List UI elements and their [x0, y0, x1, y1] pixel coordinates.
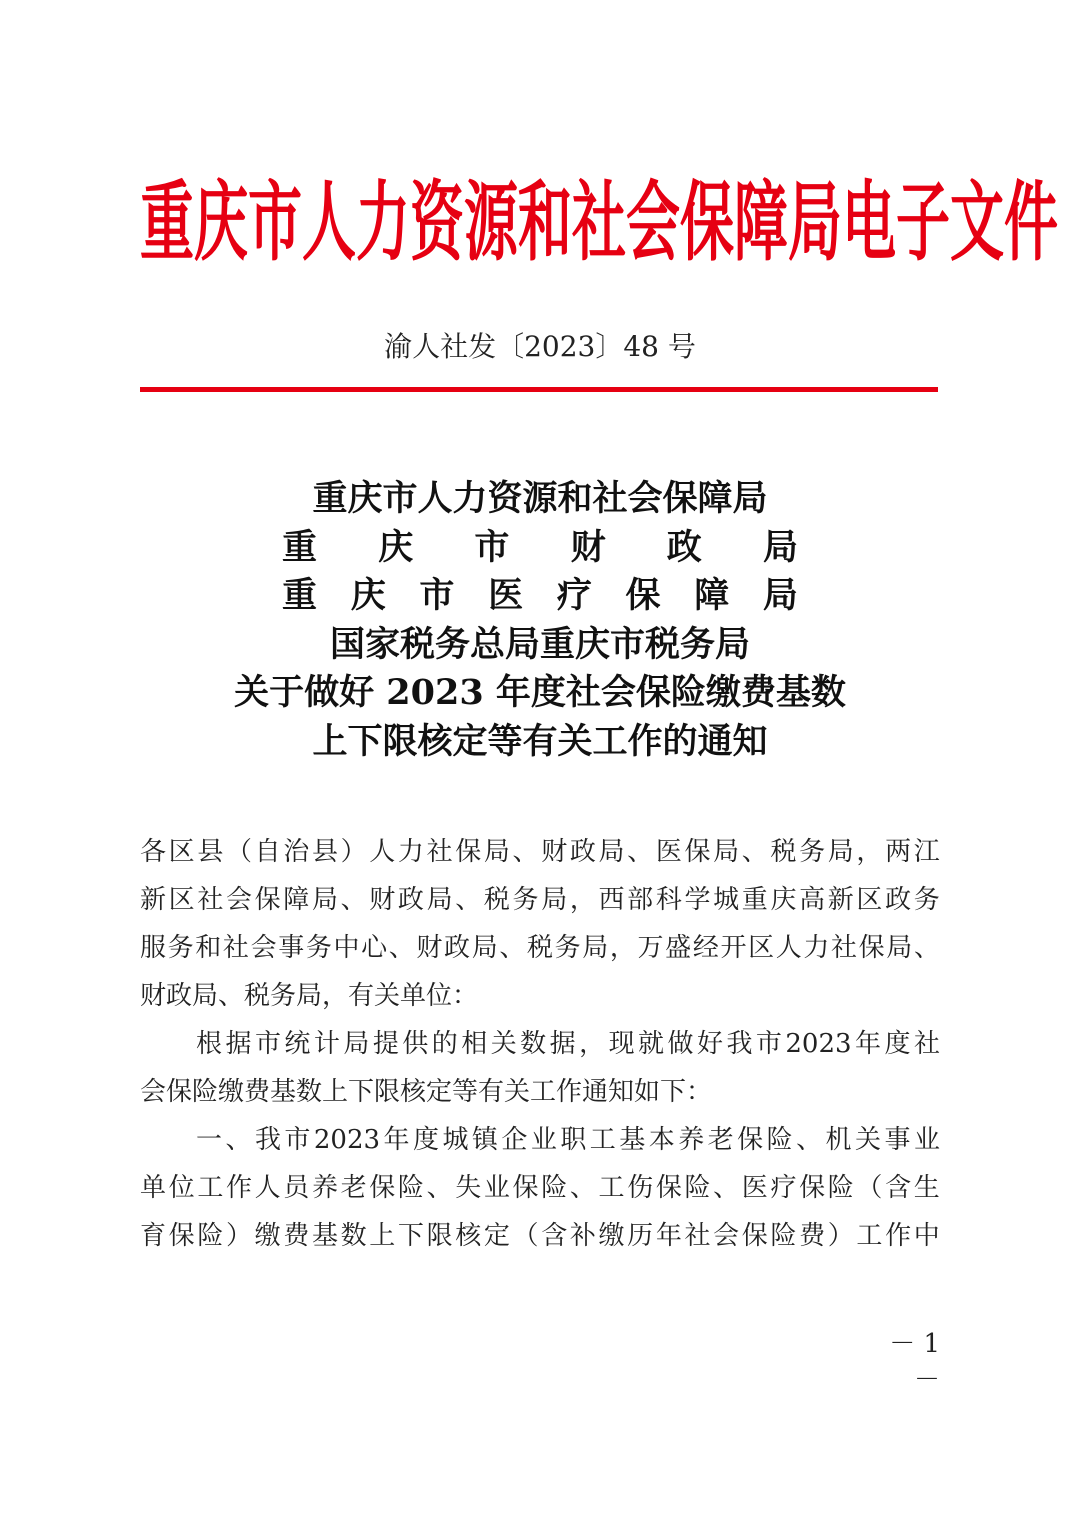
- text-glyph: 局: [598, 837, 625, 867]
- title-issuer-4: 国家税务总局重庆市税务局: [329, 623, 750, 665]
- text-glyph: 高: [799, 885, 826, 915]
- masthead-char: 子: [896, 171, 950, 273]
- text-glyph: 年: [383, 1125, 410, 1155]
- text-glyph: 保: [455, 837, 482, 867]
- text-glyph: 育: [140, 1221, 167, 1251]
- text-glyph: 障: [283, 885, 310, 915]
- text-glyph: 保: [737, 1125, 764, 1155]
- text-glyph: 年: [855, 1029, 882, 1059]
- text-glyph: 含: [885, 1173, 912, 1203]
- text-glyph: 好: [696, 1029, 723, 1059]
- text-glyph: 险: [684, 1173, 711, 1203]
- text-glyph: 社: [426, 837, 453, 867]
- text-glyph: 政: [885, 885, 912, 915]
- text-glyph: 财: [416, 933, 443, 963]
- text-glyph: 社: [913, 1029, 940, 1059]
- text-glyph: 市: [755, 1029, 782, 1059]
- text-glyph: ，: [579, 1029, 606, 1059]
- masthead-char: 资: [410, 171, 464, 273]
- text-glyph: （: [225, 837, 252, 867]
- title-char: 疗: [556, 575, 592, 616]
- title-char: 医: [488, 575, 524, 616]
- masthead-char: 力: [356, 171, 410, 273]
- masthead-char: 社: [572, 171, 626, 273]
- text-glyph: 、: [913, 933, 940, 963]
- text-glyph: 含: [541, 1221, 568, 1251]
- text-glyph: 局: [713, 837, 740, 867]
- text-glyph: 务: [554, 933, 581, 963]
- text-glyph: 人: [369, 837, 396, 867]
- text-glyph: 会: [713, 1221, 740, 1251]
- masthead-char: 文: [950, 171, 1004, 273]
- text-glyph: 局: [426, 885, 453, 915]
- text-glyph: 养: [678, 1125, 705, 1155]
- text-glyph: 心: [361, 933, 388, 963]
- red-separator-line: [140, 387, 938, 392]
- text-glyph: 保: [369, 1173, 396, 1203]
- text-glyph: 费: [283, 1221, 310, 1251]
- text-glyph: 人: [254, 1173, 281, 1203]
- text-glyph: 政: [569, 837, 596, 867]
- text-glyph: 税: [770, 837, 797, 867]
- text-glyph: 社: [222, 933, 249, 963]
- text-glyph: 疗: [770, 1173, 797, 1203]
- text-glyph: 业: [530, 1125, 557, 1155]
- item-one-line: [140, 1212, 940, 1260]
- text-glyph: 业: [483, 1173, 510, 1203]
- title-subject-line-1: 关于做好 2023 年度社会保险缴费基数: [234, 672, 846, 713]
- text-glyph: 、: [627, 837, 654, 867]
- intro-line: [140, 1020, 940, 1068]
- text-glyph: 现: [608, 1029, 635, 1059]
- masthead-char: 和: [518, 171, 572, 273]
- text-glyph: ，: [856, 837, 883, 867]
- text-glyph: 、: [340, 885, 367, 915]
- text-glyph: 数: [520, 1029, 547, 1059]
- text-glyph: 县: [311, 837, 338, 867]
- text-glyph: 度: [412, 1125, 439, 1155]
- masthead-char: 市: [248, 171, 302, 273]
- text-glyph: 部: [627, 885, 654, 915]
- text-glyph: 生: [913, 1173, 940, 1203]
- title-char: 保: [625, 575, 661, 616]
- intro-line: 会保险缴费基数上下限核定等有关工作通知如下：: [140, 1077, 713, 1107]
- text-glyph: 政: [397, 885, 424, 915]
- text-glyph: 自: [254, 837, 281, 867]
- text-glyph: 保: [799, 1173, 826, 1203]
- text-glyph: 治: [283, 837, 310, 867]
- masthead-char: 重: [140, 171, 194, 273]
- text-glyph: 核: [455, 1221, 482, 1251]
- text-glyph: 职: [560, 1125, 587, 1155]
- text-glyph: 保: [168, 1221, 195, 1251]
- text-glyph: （: [856, 1173, 883, 1203]
- text-glyph: 提: [372, 1029, 399, 1059]
- text-glyph: 财: [369, 885, 396, 915]
- text-glyph: 区: [168, 837, 195, 867]
- text-glyph: 科: [655, 885, 682, 915]
- text-glyph: 员: [283, 1173, 310, 1203]
- text-glyph: 保: [858, 933, 885, 963]
- text-glyph: 、: [796, 1125, 823, 1155]
- text-glyph: 局: [471, 933, 498, 963]
- title-char: 障: [694, 575, 730, 616]
- text-glyph: 局: [582, 933, 609, 963]
- text-glyph: 我: [254, 1125, 281, 1155]
- document-title: [140, 475, 940, 766]
- text-glyph: 医: [655, 837, 682, 867]
- text-glyph: ，: [609, 933, 636, 963]
- text-glyph: 相: [461, 1029, 488, 1059]
- title-char: 局: [762, 575, 798, 616]
- title-char: 市: [419, 575, 455, 616]
- text-glyph: 保: [512, 1173, 539, 1203]
- addressee-paragraph: [140, 828, 940, 1020]
- text-glyph: 定: [483, 1221, 510, 1251]
- text-glyph: 失: [455, 1173, 482, 1203]
- text-glyph: 险: [766, 1125, 793, 1155]
- text-glyph: 险: [397, 1173, 424, 1203]
- text-glyph: 政: [444, 933, 471, 963]
- text-glyph: 计: [313, 1029, 340, 1059]
- text-glyph: 关: [855, 1125, 882, 1155]
- text-glyph: 城: [442, 1125, 469, 1155]
- text-glyph: 上: [369, 1221, 396, 1251]
- text-glyph: 社: [197, 885, 224, 915]
- text-glyph: 务: [167, 933, 194, 963]
- text-glyph: 工: [856, 1221, 883, 1251]
- text-glyph: 局: [886, 933, 913, 963]
- text-glyph: 补: [569, 1221, 596, 1251]
- text-glyph: 2023: [785, 1029, 852, 1059]
- text-glyph: 开: [720, 933, 747, 963]
- text-glyph: 新: [140, 885, 167, 915]
- masthead-char: 源: [464, 171, 518, 273]
- text-glyph: 险: [770, 1221, 797, 1251]
- text-glyph: 养: [311, 1173, 338, 1203]
- text-glyph: 、: [388, 933, 415, 963]
- text-glyph: 力: [397, 837, 424, 867]
- text-glyph: 保: [655, 1173, 682, 1203]
- page-number: － 1 －: [889, 1329, 940, 1395]
- text-glyph: 局: [483, 837, 510, 867]
- title-issuer-3: [282, 572, 798, 621]
- item-one-line: [140, 1164, 940, 1212]
- text-glyph: 位: [168, 1173, 195, 1203]
- text-glyph: 费: [799, 1221, 826, 1251]
- text-glyph: 各: [140, 837, 167, 867]
- text-glyph: 务: [512, 885, 539, 915]
- title-char: 财: [570, 526, 606, 568]
- text-glyph: 一: [196, 1125, 223, 1155]
- text-glyph: 机: [825, 1125, 852, 1155]
- item-one-paragraph: [140, 1116, 940, 1260]
- text-glyph: 江: [913, 837, 940, 867]
- text-glyph: 医: [741, 1173, 768, 1203]
- text-glyph: 据: [549, 1029, 576, 1059]
- title-subject-line-2: 上下限核定等有关工作的通知: [312, 720, 768, 762]
- document-number: 渝人社发〔2023〕48 号: [384, 330, 696, 363]
- text-glyph: 据: [225, 1029, 252, 1059]
- text-glyph: 和: [195, 933, 222, 963]
- addressee-line: 财政局、税务局，有关单位：: [140, 981, 479, 1011]
- text-glyph: 基: [619, 1125, 646, 1155]
- text-glyph: 事: [884, 1125, 911, 1155]
- text-glyph: 务: [913, 885, 940, 915]
- masthead-char: 保: [680, 171, 734, 273]
- text-glyph: 社: [831, 933, 858, 963]
- text-glyph: ）: [225, 1221, 252, 1251]
- text-glyph: 的: [431, 1029, 458, 1059]
- text-glyph: 中: [333, 933, 360, 963]
- masthead-char: 会: [626, 171, 680, 273]
- text-glyph: 、: [741, 837, 768, 867]
- text-glyph: 万: [637, 933, 664, 963]
- text-glyph: 保: [741, 1221, 768, 1251]
- addressee-line: [140, 828, 940, 876]
- text-glyph: 限: [426, 1221, 453, 1251]
- text-glyph: 工: [589, 1125, 616, 1155]
- masthead-char: 电: [842, 171, 896, 273]
- text-glyph: 重: [741, 885, 768, 915]
- text-glyph: 局: [343, 1029, 370, 1059]
- text-glyph: 中: [913, 1221, 940, 1251]
- text-glyph: 、: [499, 933, 526, 963]
- text-glyph: 本: [648, 1125, 675, 1155]
- text-glyph: 税: [526, 933, 553, 963]
- text-glyph: 根: [196, 1029, 223, 1059]
- text-glyph: 局: [541, 885, 568, 915]
- text-glyph: 经: [692, 933, 719, 963]
- text-glyph: 人: [775, 933, 802, 963]
- masthead-title: [140, 168, 1058, 278]
- text-glyph: 险: [541, 1173, 568, 1203]
- text-glyph: 伤: [627, 1173, 654, 1203]
- text-glyph: 力: [803, 933, 830, 963]
- text-glyph: 险: [197, 1221, 224, 1251]
- masthead-char: 局: [788, 171, 842, 273]
- text-glyph: 2023: [313, 1125, 381, 1155]
- text-glyph: 做: [667, 1029, 694, 1059]
- text-glyph: 局: [311, 885, 338, 915]
- text-glyph: ，: [569, 885, 596, 915]
- text-glyph: 县: [197, 837, 224, 867]
- text-glyph: 基: [311, 1221, 338, 1251]
- text-glyph: 险: [827, 1173, 854, 1203]
- text-glyph: 服: [140, 933, 167, 963]
- addressee-line: [140, 876, 940, 924]
- text-glyph: ）: [827, 1221, 854, 1251]
- text-glyph: 老: [340, 1173, 367, 1203]
- text-glyph: 局: [827, 837, 854, 867]
- text-glyph: 区: [748, 933, 775, 963]
- text-glyph: 、: [225, 1125, 252, 1155]
- text-glyph: 我: [726, 1029, 753, 1059]
- text-glyph: 关: [490, 1029, 517, 1059]
- text-glyph: 、: [569, 1173, 596, 1203]
- text-glyph: 区: [856, 885, 883, 915]
- text-glyph: 镇: [471, 1125, 498, 1155]
- title-issuer-2: [282, 524, 798, 573]
- text-glyph: 、: [426, 1173, 453, 1203]
- addressee-line: [140, 924, 940, 972]
- masthead-char: 件: [1004, 171, 1058, 273]
- text-glyph: 会: [250, 933, 277, 963]
- text-glyph: 学: [684, 885, 711, 915]
- text-glyph: 保: [254, 885, 281, 915]
- text-glyph: 企: [501, 1125, 528, 1155]
- text-glyph: 市: [284, 1125, 311, 1155]
- text-glyph: 城: [713, 885, 740, 915]
- text-glyph: 税: [483, 885, 510, 915]
- title-char: 政: [666, 526, 702, 568]
- text-glyph: 社: [684, 1221, 711, 1251]
- title-char: 庆: [378, 526, 414, 568]
- text-glyph: 、: [455, 885, 482, 915]
- text-glyph: 务: [305, 933, 332, 963]
- title-char: 重: [282, 526, 318, 568]
- text-glyph: 数: [340, 1221, 367, 1251]
- text-glyph: 缴: [254, 1221, 281, 1251]
- title-issuer-1: 重庆市人力资源和社会保障局: [312, 478, 768, 519]
- text-glyph: 事: [278, 933, 305, 963]
- masthead-char: 庆: [194, 171, 248, 273]
- text-glyph: 新: [827, 885, 854, 915]
- title-char: 市: [474, 526, 510, 568]
- text-glyph: 盛: [665, 933, 692, 963]
- text-glyph: 作: [225, 1173, 252, 1203]
- text-glyph: 度: [884, 1029, 911, 1059]
- text-glyph: 会: [225, 885, 252, 915]
- text-glyph: 财: [541, 837, 568, 867]
- text-glyph: 统: [284, 1029, 311, 1059]
- text-glyph: 单: [140, 1173, 167, 1203]
- text-glyph: 供: [402, 1029, 429, 1059]
- text-glyph: ）: [340, 837, 367, 867]
- masthead-char: 障: [734, 171, 788, 273]
- text-glyph: 工: [598, 1173, 625, 1203]
- text-glyph: 两: [885, 837, 912, 867]
- document-body: [140, 828, 940, 1260]
- text-glyph: 保: [684, 837, 711, 867]
- title-char: 庆: [350, 575, 386, 616]
- masthead-char: 人: [302, 171, 356, 273]
- text-glyph: 历: [627, 1221, 654, 1251]
- text-glyph: 年: [655, 1221, 682, 1251]
- text-glyph: 务: [799, 837, 826, 867]
- text-glyph: 区: [168, 885, 195, 915]
- text-glyph: 市: [254, 1029, 281, 1059]
- title-char: 局: [762, 526, 798, 568]
- text-glyph: 老: [707, 1125, 734, 1155]
- text-glyph: 西: [598, 885, 625, 915]
- text-glyph: 业: [913, 1125, 940, 1155]
- title-char: 重: [282, 575, 318, 616]
- text-glyph: （: [512, 1221, 539, 1251]
- text-glyph: 就: [638, 1029, 665, 1059]
- item-one-line: [140, 1116, 940, 1164]
- text-glyph: 缴: [598, 1221, 625, 1251]
- intro-paragraph: [140, 1020, 940, 1116]
- text-glyph: 作: [885, 1221, 912, 1251]
- text-glyph: 下: [397, 1221, 424, 1251]
- text-glyph: 庆: [770, 885, 797, 915]
- text-glyph: 、: [512, 837, 539, 867]
- text-glyph: 工: [197, 1173, 224, 1203]
- text-glyph: 、: [713, 1173, 740, 1203]
